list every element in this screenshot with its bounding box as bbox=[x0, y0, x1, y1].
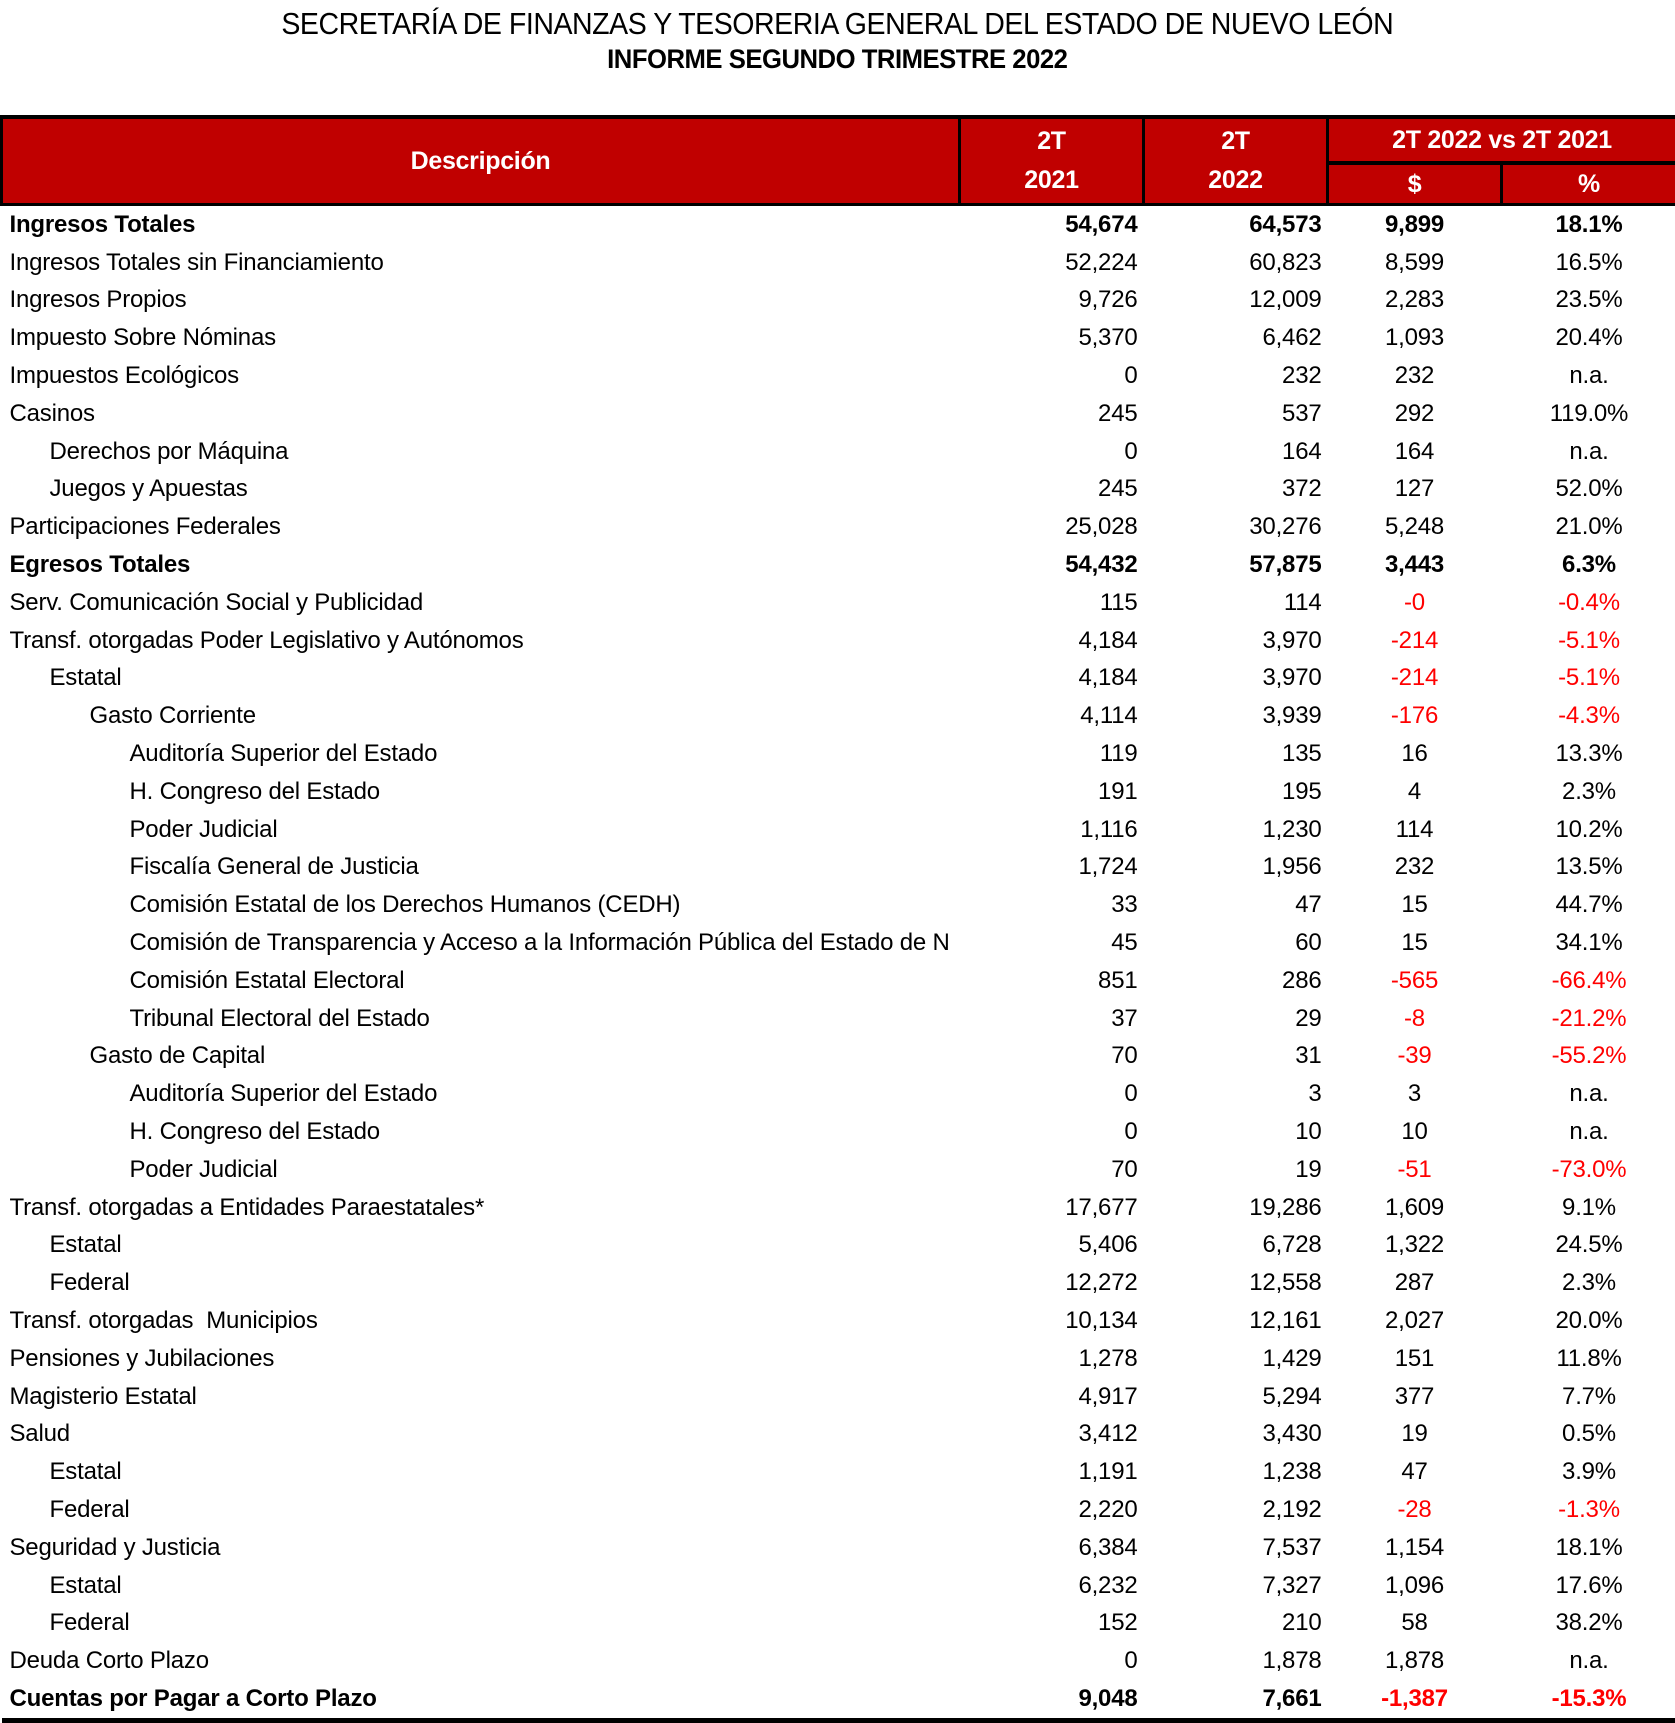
cell-2t-2022: 1,878 bbox=[1144, 1642, 1328, 1680]
cell-description: Transf. otorgadas Poder Legislativo y Autónomos bbox=[2, 622, 960, 660]
page-title: SECRETARÍA DE FINANZAS Y TESORERIA GENERAL DEL ESTADO DE NUEVO LEÓN bbox=[0, 6, 1675, 42]
cell-2t-2021: 5,370 bbox=[960, 319, 1144, 357]
cell-description: Serv. Comunicación Social y Publicidad bbox=[2, 584, 960, 622]
table-row bbox=[2, 849, 1675, 887]
cell-2t-2021: 2,220 bbox=[960, 1491, 1144, 1529]
table-row bbox=[2, 1302, 1675, 1340]
cell-delta-dollar: 292 bbox=[1328, 395, 1502, 433]
cell-2t-2022: 3,970 bbox=[1144, 660, 1328, 698]
cell-2t-2021: 54,432 bbox=[960, 546, 1144, 584]
table-row bbox=[2, 622, 1675, 660]
column-header-descripcion: Descripción bbox=[2, 117, 960, 205]
table-row bbox=[2, 395, 1675, 433]
cell-2t-2021: 0 bbox=[960, 1642, 1144, 1680]
table-row bbox=[2, 1642, 1675, 1680]
cell-2t-2021: 1,116 bbox=[960, 811, 1144, 849]
cell-description: Deuda Corto Plazo bbox=[2, 1642, 960, 1680]
cell-2t-2021: 191 bbox=[960, 773, 1144, 811]
cell-delta-percent: 20.4% bbox=[1502, 319, 1675, 357]
cell-delta-percent: 44.7% bbox=[1502, 886, 1675, 924]
table-row bbox=[2, 244, 1675, 282]
cell-2t-2022: 537 bbox=[1144, 395, 1328, 433]
cell-description: Ingresos Totales sin Financiamiento bbox=[2, 244, 960, 282]
cell-2t-2022: 6,728 bbox=[1144, 1227, 1328, 1265]
cell-delta-percent: 2.3% bbox=[1502, 1264, 1675, 1302]
cell-description: H. Congreso del Estado bbox=[2, 773, 960, 811]
table-row bbox=[2, 811, 1675, 849]
cell-delta-dollar: 3 bbox=[1328, 1075, 1502, 1113]
cell-delta-percent: 38.2% bbox=[1502, 1604, 1675, 1642]
cell-description: Federal bbox=[2, 1264, 960, 1302]
cell-2t-2022: 114 bbox=[1144, 584, 1328, 622]
cell-delta-percent: n.a. bbox=[1502, 357, 1675, 395]
cell-delta-dollar: 1,093 bbox=[1328, 319, 1502, 357]
cell-delta-dollar: -565 bbox=[1328, 962, 1502, 1000]
cell-2t-2022: 232 bbox=[1144, 357, 1328, 395]
cell-description: Estatal bbox=[2, 660, 960, 698]
cell-description: Poder Judicial bbox=[2, 1151, 960, 1189]
cell-2t-2022: 6,462 bbox=[1144, 319, 1328, 357]
cell-description: Poder Judicial bbox=[2, 811, 960, 849]
cell-delta-dollar: 164 bbox=[1328, 433, 1502, 471]
cell-2t-2021: 52,224 bbox=[960, 244, 1144, 282]
cell-delta-dollar: -214 bbox=[1328, 660, 1502, 698]
cell-2t-2021: 33 bbox=[960, 886, 1144, 924]
table-row bbox=[2, 697, 1675, 735]
cell-delta-dollar: 1,878 bbox=[1328, 1642, 1502, 1680]
cell-delta-dollar: 1,322 bbox=[1328, 1227, 1502, 1265]
cell-delta-percent: 11.8% bbox=[1502, 1340, 1675, 1378]
cell-delta-dollar: 1,154 bbox=[1328, 1529, 1502, 1567]
cell-description: Magisterio Estatal bbox=[2, 1378, 960, 1416]
cell-2t-2021: 54,674 bbox=[960, 205, 1144, 244]
cell-2t-2022: 7,327 bbox=[1144, 1567, 1328, 1605]
financial-report-table bbox=[0, 115, 1675, 1723]
cell-2t-2022: 57,875 bbox=[1144, 546, 1328, 584]
cell-description: Impuestos Ecológicos bbox=[2, 357, 960, 395]
cell-2t-2022: 10 bbox=[1144, 1113, 1328, 1151]
cell-delta-percent: -15.3% bbox=[1502, 1680, 1675, 1720]
page-subtitle: INFORME SEGUNDO TRIMESTRE 2022 bbox=[0, 42, 1675, 76]
cell-2t-2022: 3,939 bbox=[1144, 697, 1328, 735]
table-row bbox=[2, 357, 1675, 395]
column-header-percent: % bbox=[1502, 163, 1675, 205]
cell-description: Participaciones Federales bbox=[2, 508, 960, 546]
cell-delta-percent: -4.3% bbox=[1502, 697, 1675, 735]
cell-delta-dollar: 10 bbox=[1328, 1113, 1502, 1151]
table-row bbox=[2, 282, 1675, 320]
cell-delta-percent: 7.7% bbox=[1502, 1378, 1675, 1416]
cell-2t-2021: 37 bbox=[960, 1000, 1144, 1038]
cell-2t-2021: 4,917 bbox=[960, 1378, 1144, 1416]
cell-delta-percent: 2.3% bbox=[1502, 773, 1675, 811]
table-row bbox=[2, 1075, 1675, 1113]
cell-description: Auditoría Superior del Estado bbox=[2, 735, 960, 773]
table-row bbox=[2, 508, 1675, 546]
table-row bbox=[2, 319, 1675, 357]
cell-delta-percent: 6.3% bbox=[1502, 546, 1675, 584]
cell-delta-dollar: 151 bbox=[1328, 1340, 1502, 1378]
cell-2t-2022: 372 bbox=[1144, 471, 1328, 509]
table-row bbox=[2, 205, 1675, 244]
cell-2t-2021: 4,114 bbox=[960, 697, 1144, 735]
cell-delta-dollar: -0 bbox=[1328, 584, 1502, 622]
cell-2t-2021: 245 bbox=[960, 471, 1144, 509]
cell-description: Fiscalía General de Justicia bbox=[2, 849, 960, 887]
cell-delta-dollar: 19 bbox=[1328, 1416, 1502, 1454]
cell-delta-percent: 34.1% bbox=[1502, 924, 1675, 962]
table-row bbox=[2, 1264, 1675, 1302]
cell-description: Estatal bbox=[2, 1227, 960, 1265]
cell-2t-2022: 64,573 bbox=[1144, 205, 1328, 244]
cell-2t-2021: 851 bbox=[960, 962, 1144, 1000]
cell-2t-2022: 12,009 bbox=[1144, 282, 1328, 320]
cell-delta-dollar: 2,283 bbox=[1328, 282, 1502, 320]
cell-2t-2021: 115 bbox=[960, 584, 1144, 622]
cell-2t-2022: 19 bbox=[1144, 1151, 1328, 1189]
table-row bbox=[2, 1529, 1675, 1567]
cell-delta-dollar: 8,599 bbox=[1328, 244, 1502, 282]
cell-2t-2021: 9,048 bbox=[960, 1680, 1144, 1720]
cell-delta-percent: 23.5% bbox=[1502, 282, 1675, 320]
cell-2t-2021: 4,184 bbox=[960, 660, 1144, 698]
cell-2t-2022: 19,286 bbox=[1144, 1189, 1328, 1227]
cell-2t-2022: 30,276 bbox=[1144, 508, 1328, 546]
cell-2t-2021: 17,677 bbox=[960, 1189, 1144, 1227]
table-row bbox=[2, 471, 1675, 509]
table-row bbox=[2, 1416, 1675, 1454]
table-row bbox=[2, 1378, 1675, 1416]
cell-2t-2021: 4,184 bbox=[960, 622, 1144, 660]
table-body bbox=[2, 205, 1675, 1721]
cell-2t-2021: 152 bbox=[960, 1604, 1144, 1642]
cell-delta-percent: -1.3% bbox=[1502, 1491, 1675, 1529]
table-header bbox=[2, 117, 1675, 205]
table-row bbox=[2, 1604, 1675, 1642]
cell-2t-2022: 135 bbox=[1144, 735, 1328, 773]
cell-2t-2021: 70 bbox=[960, 1151, 1144, 1189]
cell-2t-2022: 5,294 bbox=[1144, 1378, 1328, 1416]
cell-description: Estatal bbox=[2, 1567, 960, 1605]
cell-delta-dollar: -51 bbox=[1328, 1151, 1502, 1189]
cell-2t-2021: 6,232 bbox=[960, 1567, 1144, 1605]
cell-2t-2021: 10,134 bbox=[960, 1302, 1144, 1340]
cell-delta-percent: -55.2% bbox=[1502, 1038, 1675, 1076]
cell-delta-percent: 18.1% bbox=[1502, 1529, 1675, 1567]
cell-2t-2022: 12,161 bbox=[1144, 1302, 1328, 1340]
cell-delta-percent: -0.4% bbox=[1502, 584, 1675, 622]
cell-2t-2022: 195 bbox=[1144, 773, 1328, 811]
cell-2t-2022: 3,970 bbox=[1144, 622, 1328, 660]
cell-description: Comisión Estatal de los Derechos Humanos (CEDH) bbox=[2, 886, 960, 924]
cell-delta-dollar: 58 bbox=[1328, 1604, 1502, 1642]
column-header-dollar: $ bbox=[1328, 163, 1502, 205]
cell-delta-percent: 24.5% bbox=[1502, 1227, 1675, 1265]
cell-2t-2021: 5,406 bbox=[960, 1227, 1144, 1265]
table-row bbox=[2, 1151, 1675, 1189]
table-row bbox=[2, 1567, 1675, 1605]
cell-delta-dollar: 232 bbox=[1328, 357, 1502, 395]
cell-delta-percent: 0.5% bbox=[1502, 1416, 1675, 1454]
cell-description: Seguridad y Justicia bbox=[2, 1529, 960, 1567]
cell-2t-2021: 70 bbox=[960, 1038, 1144, 1076]
table-row bbox=[2, 1491, 1675, 1529]
table-row bbox=[2, 1000, 1675, 1038]
cell-description: Salud bbox=[2, 1416, 960, 1454]
cell-delta-dollar: 377 bbox=[1328, 1378, 1502, 1416]
column-header-2t-2021: 2T 2021 bbox=[960, 117, 1144, 205]
cell-2t-2022: 210 bbox=[1144, 1604, 1328, 1642]
table-row bbox=[2, 584, 1675, 622]
cell-description: Federal bbox=[2, 1604, 960, 1642]
cell-description: Auditoría Superior del Estado bbox=[2, 1075, 960, 1113]
cell-2t-2022: 3,430 bbox=[1144, 1416, 1328, 1454]
cell-2t-2021: 119 bbox=[960, 735, 1144, 773]
cell-delta-dollar: 287 bbox=[1328, 1264, 1502, 1302]
cell-delta-percent: 18.1% bbox=[1502, 205, 1675, 244]
cell-description: Impuesto Sobre Nóminas bbox=[2, 319, 960, 357]
cell-description: Transf. otorgadas a Entidades Paraestatales* bbox=[2, 1189, 960, 1227]
cell-description: Gasto de Capital bbox=[2, 1038, 960, 1076]
cell-description: Comisión Estatal Electoral bbox=[2, 962, 960, 1000]
cell-2t-2022: 1,429 bbox=[1144, 1340, 1328, 1378]
cell-2t-2022: 47 bbox=[1144, 886, 1328, 924]
cell-delta-dollar: 114 bbox=[1328, 811, 1502, 849]
column-header-comparison-group: 2T 2022 vs 2T 2021 bbox=[1328, 117, 1675, 163]
cell-delta-dollar: 15 bbox=[1328, 924, 1502, 962]
cell-delta-percent: 16.5% bbox=[1502, 244, 1675, 282]
cell-2t-2021: 0 bbox=[960, 433, 1144, 471]
cell-delta-dollar: 1,609 bbox=[1328, 1189, 1502, 1227]
cell-2t-2021: 1,724 bbox=[960, 849, 1144, 887]
cell-2t-2022: 1,230 bbox=[1144, 811, 1328, 849]
cell-delta-percent: -5.1% bbox=[1502, 660, 1675, 698]
cell-2t-2022: 3 bbox=[1144, 1075, 1328, 1113]
cell-delta-dollar: 9,899 bbox=[1328, 205, 1502, 244]
cell-delta-percent: n.a. bbox=[1502, 1113, 1675, 1151]
cell-2t-2022: 1,956 bbox=[1144, 849, 1328, 887]
cell-delta-dollar: 15 bbox=[1328, 886, 1502, 924]
table-row bbox=[2, 773, 1675, 811]
cell-description: Tribunal Electoral del Estado bbox=[2, 1000, 960, 1038]
cell-2t-2022: 1,238 bbox=[1144, 1453, 1328, 1491]
cell-2t-2021: 0 bbox=[960, 1113, 1144, 1151]
cell-2t-2022: 31 bbox=[1144, 1038, 1328, 1076]
cell-2t-2022: 29 bbox=[1144, 1000, 1328, 1038]
cell-delta-percent: 20.0% bbox=[1502, 1302, 1675, 1340]
cell-description: Comisión de Transparencia y Acceso a la Información Pública del Estado de N bbox=[2, 924, 960, 962]
cell-description: Ingresos Propios bbox=[2, 282, 960, 320]
cell-delta-percent: n.a. bbox=[1502, 433, 1675, 471]
cell-delta-dollar: 47 bbox=[1328, 1453, 1502, 1491]
cell-description: Transf. otorgadas Municipios bbox=[2, 1302, 960, 1340]
cell-description: Pensiones y Jubilaciones bbox=[2, 1340, 960, 1378]
cell-2t-2022: 164 bbox=[1144, 433, 1328, 471]
cell-delta-dollar: 2,027 bbox=[1328, 1302, 1502, 1340]
cell-2t-2021: 12,272 bbox=[960, 1264, 1144, 1302]
cell-delta-dollar: -176 bbox=[1328, 697, 1502, 735]
table-row bbox=[2, 1227, 1675, 1265]
table-row bbox=[2, 1340, 1675, 1378]
cell-delta-dollar: 232 bbox=[1328, 849, 1502, 887]
table-row bbox=[2, 1113, 1675, 1151]
cell-2t-2022: 286 bbox=[1144, 962, 1328, 1000]
cell-2t-2021: 0 bbox=[960, 357, 1144, 395]
report-titles bbox=[0, 0, 1675, 115]
cell-2t-2022: 60 bbox=[1144, 924, 1328, 962]
cell-delta-percent: 9.1% bbox=[1502, 1189, 1675, 1227]
cell-description: Casinos bbox=[2, 395, 960, 433]
cell-delta-dollar: -1,387 bbox=[1328, 1680, 1502, 1720]
cell-delta-percent: -73.0% bbox=[1502, 1151, 1675, 1189]
cell-delta-percent: n.a. bbox=[1502, 1075, 1675, 1113]
cell-delta-dollar: 4 bbox=[1328, 773, 1502, 811]
cell-2t-2021: 3,412 bbox=[960, 1416, 1144, 1454]
cell-delta-percent: 52.0% bbox=[1502, 471, 1675, 509]
cell-delta-dollar: -8 bbox=[1328, 1000, 1502, 1038]
cell-delta-dollar: -214 bbox=[1328, 622, 1502, 660]
cell-2t-2022: 12,558 bbox=[1144, 1264, 1328, 1302]
cell-delta-percent: 17.6% bbox=[1502, 1567, 1675, 1605]
cell-delta-dollar: 5,248 bbox=[1328, 508, 1502, 546]
cell-2t-2021: 9,726 bbox=[960, 282, 1144, 320]
cell-2t-2021: 245 bbox=[960, 395, 1144, 433]
cell-2t-2021: 1,191 bbox=[960, 1453, 1144, 1491]
table-row bbox=[2, 886, 1675, 924]
cell-description: Cuentas por Pagar a Corto Plazo bbox=[2, 1680, 960, 1720]
cell-2t-2021: 1,278 bbox=[960, 1340, 1144, 1378]
cell-description: Ingresos Totales bbox=[2, 205, 960, 244]
cell-description: Gasto Corriente bbox=[2, 697, 960, 735]
table-row bbox=[2, 735, 1675, 773]
cell-2t-2021: 6,384 bbox=[960, 1529, 1144, 1567]
cell-description: Juegos y Apuestas bbox=[2, 471, 960, 509]
cell-delta-percent: n.a. bbox=[1502, 1642, 1675, 1680]
cell-delta-percent: 119.0% bbox=[1502, 395, 1675, 433]
cell-delta-percent: -21.2% bbox=[1502, 1000, 1675, 1038]
column-header-2t-2022: 2T 2022 bbox=[1144, 117, 1328, 205]
table-row bbox=[2, 962, 1675, 1000]
cell-2t-2021: 0 bbox=[960, 1075, 1144, 1113]
table-row bbox=[2, 546, 1675, 584]
table-row bbox=[2, 433, 1675, 471]
cell-2t-2022: 2,192 bbox=[1144, 1491, 1328, 1529]
cell-delta-dollar: -28 bbox=[1328, 1491, 1502, 1529]
table-row bbox=[2, 1680, 1675, 1720]
cell-delta-percent: 13.3% bbox=[1502, 735, 1675, 773]
cell-delta-percent: 13.5% bbox=[1502, 849, 1675, 887]
table-row bbox=[2, 660, 1675, 698]
cell-delta-dollar: 127 bbox=[1328, 471, 1502, 509]
cell-delta-dollar: -39 bbox=[1328, 1038, 1502, 1076]
table-row bbox=[2, 1189, 1675, 1227]
cell-description: Egresos Totales bbox=[2, 546, 960, 584]
cell-delta-dollar: 1,096 bbox=[1328, 1567, 1502, 1605]
cell-delta-percent: 21.0% bbox=[1502, 508, 1675, 546]
cell-description: Federal bbox=[2, 1491, 960, 1529]
cell-delta-percent: 3.9% bbox=[1502, 1453, 1675, 1491]
cell-delta-dollar: 16 bbox=[1328, 735, 1502, 773]
cell-description: Estatal bbox=[2, 1453, 960, 1491]
cell-delta-dollar: 3,443 bbox=[1328, 546, 1502, 584]
table-row bbox=[2, 1453, 1675, 1491]
table-row bbox=[2, 1038, 1675, 1076]
cell-delta-percent: 10.2% bbox=[1502, 811, 1675, 849]
cell-delta-percent: -66.4% bbox=[1502, 962, 1675, 1000]
cell-2t-2021: 25,028 bbox=[960, 508, 1144, 546]
cell-description: H. Congreso del Estado bbox=[2, 1113, 960, 1151]
cell-2t-2022: 7,661 bbox=[1144, 1680, 1328, 1720]
cell-2t-2022: 60,823 bbox=[1144, 244, 1328, 282]
cell-delta-percent: -5.1% bbox=[1502, 622, 1675, 660]
table-row bbox=[2, 924, 1675, 962]
cell-2t-2021: 45 bbox=[960, 924, 1144, 962]
cell-description: Derechos por Máquina bbox=[2, 433, 960, 471]
cell-2t-2022: 7,537 bbox=[1144, 1529, 1328, 1567]
